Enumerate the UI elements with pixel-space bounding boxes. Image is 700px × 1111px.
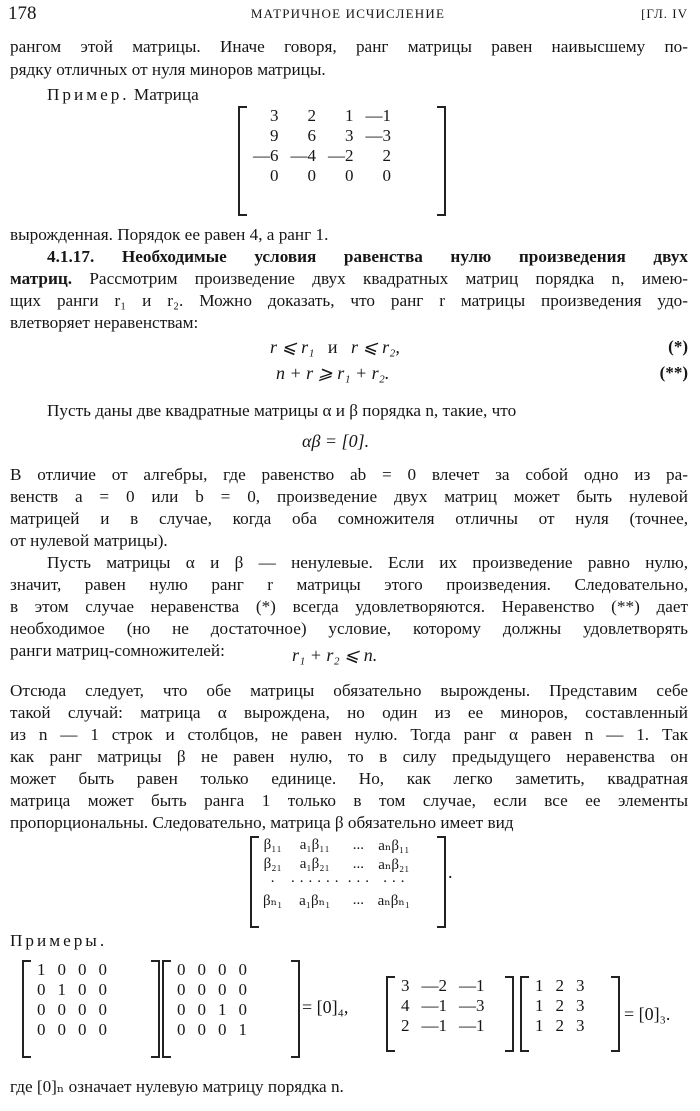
matrix-cell: 2 (555, 996, 564, 1015)
equation-tag: (*) (668, 337, 688, 356)
matrix-cell: 0 (37, 980, 46, 999)
chapter-ref: [ГЛ. IV (641, 6, 688, 21)
text-line: рангом этой матрицы. Иначе говоря, ранг матрицы равен наивысшему по- (10, 37, 688, 56)
matrix-table (171, 960, 253, 1040)
period: . (448, 862, 453, 882)
text-line: вырожденная. Порядок ее равен 4, а ранг 1. (10, 225, 329, 244)
matrix-row (31, 960, 113, 980)
example-text: Матрица (133, 85, 199, 104)
matrix-row (31, 1020, 113, 1040)
matrix-cell: · (270, 874, 276, 890)
footer-text: где [0]ₙ означает нулевую матрицу порядка n. (10, 1077, 344, 1096)
text-line: как ранг матрицы β не равен нулю, то в силу предыдущего неравенства он (10, 747, 688, 766)
matrix-cell: 2 (555, 976, 564, 995)
matrix-row (259, 855, 414, 874)
matrix-cell: · · · (382, 874, 406, 890)
matrix-cell: βₙ₁ (263, 893, 283, 909)
text-line: матрицей и в случае, когда оба сомножителя отличны от нуля (точнее, (10, 509, 688, 528)
examples-label: Примеры. (10, 931, 108, 950)
equation-tag: (**) (659, 363, 688, 382)
matrix-table (31, 960, 113, 1040)
matrix-cell: 1 (218, 1000, 227, 1019)
text-line: рядку отличных от нуля миноров матрицы. (10, 60, 326, 79)
left-bracket (250, 836, 259, 928)
matrix-cell: 2 (307, 106, 316, 125)
text-line: Отсюда следует, что обе матрицы обязательно вырождены. Представим себе (10, 681, 688, 700)
matrix-cell: 1 (37, 960, 46, 979)
matrix-cell: 3 (270, 106, 279, 125)
text-line: матриц. Рассмотрим произведение двух квадратных матриц порядка n, имею- (10, 269, 689, 288)
matrix-cell: aₙβₙ₁ (377, 893, 411, 909)
matrix-cell: 0 (218, 1020, 227, 1039)
text-line: влетворяет неравенствам: (10, 313, 199, 332)
text-line: такой случай: матрица α вырождена, но один из ее миноров, составленный (10, 703, 688, 722)
matrix-cell: 0 (177, 1000, 186, 1019)
right-bracket (437, 106, 446, 216)
text-line: Пусть матрицы α и β — ненулевые. Если их произведение равно нулю, (47, 553, 688, 572)
matrix-row (247, 126, 397, 146)
matrix-cell: 0 (57, 960, 66, 979)
matrix-row (247, 166, 397, 186)
matrix-cell: aₙβ₂₁ (378, 857, 410, 873)
matrix-cell: —3 (365, 126, 391, 145)
matrix-cell: 2 (555, 1016, 564, 1035)
example-intro (10, 84, 688, 106)
matrix-cell: 0 (37, 1000, 46, 1019)
matrix-cell: 0 (382, 166, 391, 185)
matrix-cell: 0 (197, 980, 206, 999)
matrix-cell: 0 (197, 960, 206, 979)
matrix-row (31, 1000, 113, 1020)
matrix-cell: 0 (98, 960, 107, 979)
matrix-cell: 9 (270, 126, 279, 145)
section-heading-line (10, 246, 688, 268)
matrix-cell: · · · · · · (290, 874, 340, 890)
matrix-cell: 2 (382, 146, 391, 165)
matrix-table (259, 836, 414, 910)
matrix-row (259, 891, 414, 910)
inequality-2: n + r ⩾ r₁ + r₂. (276, 363, 390, 383)
matrix-cell: · · · (347, 874, 370, 890)
matrix-cell: 0 (78, 1020, 87, 1039)
matrix-row (529, 996, 591, 1016)
text-line: ранги матриц-сомножителей: (10, 641, 225, 660)
text-line: в этом случае неравенства (*) всегда удовлетворяются. Неравенство (**) дает (10, 597, 688, 616)
matrix-cell: 3 (576, 976, 585, 995)
matrix-row (529, 1016, 591, 1036)
matrix-row (247, 146, 397, 166)
text-line: необходимое (но не достаточное) условие, которому должны удовлетворять (10, 619, 688, 638)
matrix-row (171, 1000, 253, 1020)
equation-ab: αβ = [0]. (302, 431, 370, 451)
matrix-cell: 1 (57, 980, 66, 999)
matrix-cell: —2 (421, 976, 447, 995)
matrix-cell: —3 (459, 996, 485, 1015)
matrix-cell: 0 (197, 1000, 206, 1019)
matrix-cell: 0 (37, 1020, 46, 1039)
matrix-table (395, 976, 491, 1036)
page-header (8, 4, 688, 24)
matrix-cell: 0 (177, 980, 186, 999)
example-label: Пример. (47, 85, 130, 104)
text-line: может быть равен только единице. Но, как легко заметить, квадратная (10, 769, 688, 788)
example-matrix-3 (386, 976, 514, 1052)
example-matrix-4 (520, 976, 620, 1052)
matrix-cell: 1 (238, 1020, 247, 1039)
matrix-cell: 1 (535, 996, 544, 1015)
matrix-cell: 0 (57, 1000, 66, 1019)
matrix-cell: ... (352, 837, 364, 853)
right-bracket (437, 836, 446, 928)
matrix-cell: 0 (345, 166, 354, 185)
matrix-cell: —1 (421, 1016, 447, 1035)
matrix-cell: —1 (459, 1016, 485, 1035)
example-matrix-2 (162, 960, 300, 1058)
matrix-cell: 3 (576, 1016, 585, 1035)
matrix-row (529, 976, 591, 996)
matrix-cell: —2 (328, 146, 354, 165)
example-matrix-1 (22, 960, 160, 1058)
inequality-1: r ⩽ r₁ и r ⩽ r₂, (270, 337, 400, 357)
matrix-row (247, 106, 397, 126)
matrix-cell: ... (352, 856, 364, 872)
matrix-cell: 0 (177, 1020, 186, 1039)
matrix-table (247, 106, 397, 186)
result-1: = [0]₄, (302, 997, 349, 1017)
matrix-cell: 0 (98, 980, 107, 999)
matrix-row (395, 976, 491, 996)
matrix-row (259, 874, 414, 891)
matrix-cell: 2 (401, 1016, 410, 1035)
matrix-cell: 0 (197, 1020, 206, 1039)
equation-r: r₁ + r₂ ⩽ n. (292, 645, 378, 665)
matrix-cell: a₁β₂₁ (299, 856, 330, 872)
matrix-cell: 4 (401, 996, 410, 1015)
matrix-cell: 1 (345, 106, 354, 125)
matrix-cell: —1 (365, 106, 391, 125)
result-2: = [0]₃. (624, 1004, 671, 1024)
text-line: венств a = 0 или b = 0, произведение двух матриц может быть нулевой (10, 487, 688, 506)
matrix-cell: 0 (177, 960, 186, 979)
section-number: 4.1.17. (47, 247, 95, 266)
matrix-cell: 0 (238, 1000, 247, 1019)
matrix-cell: 6 (307, 126, 316, 145)
text-line: значит, равен нулю ранг r матрицы этого произведения. Следовательно, (10, 575, 688, 594)
matrix-cell: 0 (78, 1000, 87, 1019)
text-line: матрица может быть ранга 1 только в том случае, если все ее элементы (10, 791, 688, 810)
matrix-cell: a₁β₁₁ (299, 837, 330, 853)
matrix-row (395, 1016, 491, 1036)
text-line: щих ранги r₁ и r₂. Можно доказать, что ранг r матрицы произведения удо- (10, 291, 688, 310)
matrix-cell: β₂₁ (263, 856, 282, 872)
matrix-cell: —1 (421, 996, 447, 1015)
matrix-cell: 3 (345, 126, 354, 145)
matrix-cell: 0 (57, 1020, 66, 1039)
text-line: от нулевой матрицы). (10, 531, 168, 550)
matrix-cell: ... (352, 892, 364, 908)
running-title: МАТРИЧНОЕ ИСЧИСЛЕНИЕ (250, 6, 446, 21)
matrix-cell: —1 (459, 976, 485, 995)
matrix-cell: 0 (238, 980, 247, 999)
beta-matrix (250, 836, 446, 928)
matrix-cell: aₙβ₁₁ (378, 838, 410, 854)
matrix-cell: 0 (78, 980, 87, 999)
text-line: Пусть даны две квадратные матрицы α и β порядка n, такие, что (47, 401, 517, 420)
matrix-cell: 0 (98, 1000, 107, 1019)
matrix-cell: 0 (307, 166, 316, 185)
page-number: 178 (8, 3, 37, 24)
matrix-row (31, 980, 113, 1000)
matrix-cell: 0 (98, 1020, 107, 1039)
matrix-cell: 0 (218, 980, 227, 999)
matrix-cell: a₁βₙ₁ (299, 893, 331, 909)
matrix-cell: 3 (401, 976, 410, 995)
matrix-row (171, 1020, 253, 1040)
matrix-example (238, 106, 446, 216)
matrix-cell: 0 (238, 960, 247, 979)
matrix-cell: 1 (535, 1016, 544, 1035)
matrix-cell: 0 (78, 960, 87, 979)
matrix-row (171, 980, 253, 1000)
text-line: пропорциональны. Следовательно, матрица β обязательно имеет вид (10, 813, 514, 832)
text-line: В отличие от алгебры, где равенство ab = 0 влечет за собой одно из ра- (10, 465, 688, 484)
left-bracket (238, 106, 247, 216)
section-title: Необходимые условия равенства нулю произведения двух (121, 247, 689, 266)
matrix-cell: 3 (576, 996, 585, 1015)
matrix-cell: β₁₁ (263, 837, 282, 853)
matrix-cell: —4 (290, 146, 316, 165)
matrix-cell: 0 (270, 166, 279, 185)
matrix-table (529, 976, 591, 1036)
matrix-cell: 0 (218, 960, 227, 979)
matrix-cell: —6 (253, 146, 279, 165)
matrix-row (395, 996, 491, 1016)
text-line: из n — 1 строк и столбцов, не равен нулю. Тогда ранг α равен n — 1. Так (10, 725, 688, 744)
section-title-end: матриц. (10, 269, 73, 288)
matrix-row (171, 960, 253, 980)
matrix-row (259, 836, 414, 855)
matrix-cell: 1 (535, 976, 544, 995)
